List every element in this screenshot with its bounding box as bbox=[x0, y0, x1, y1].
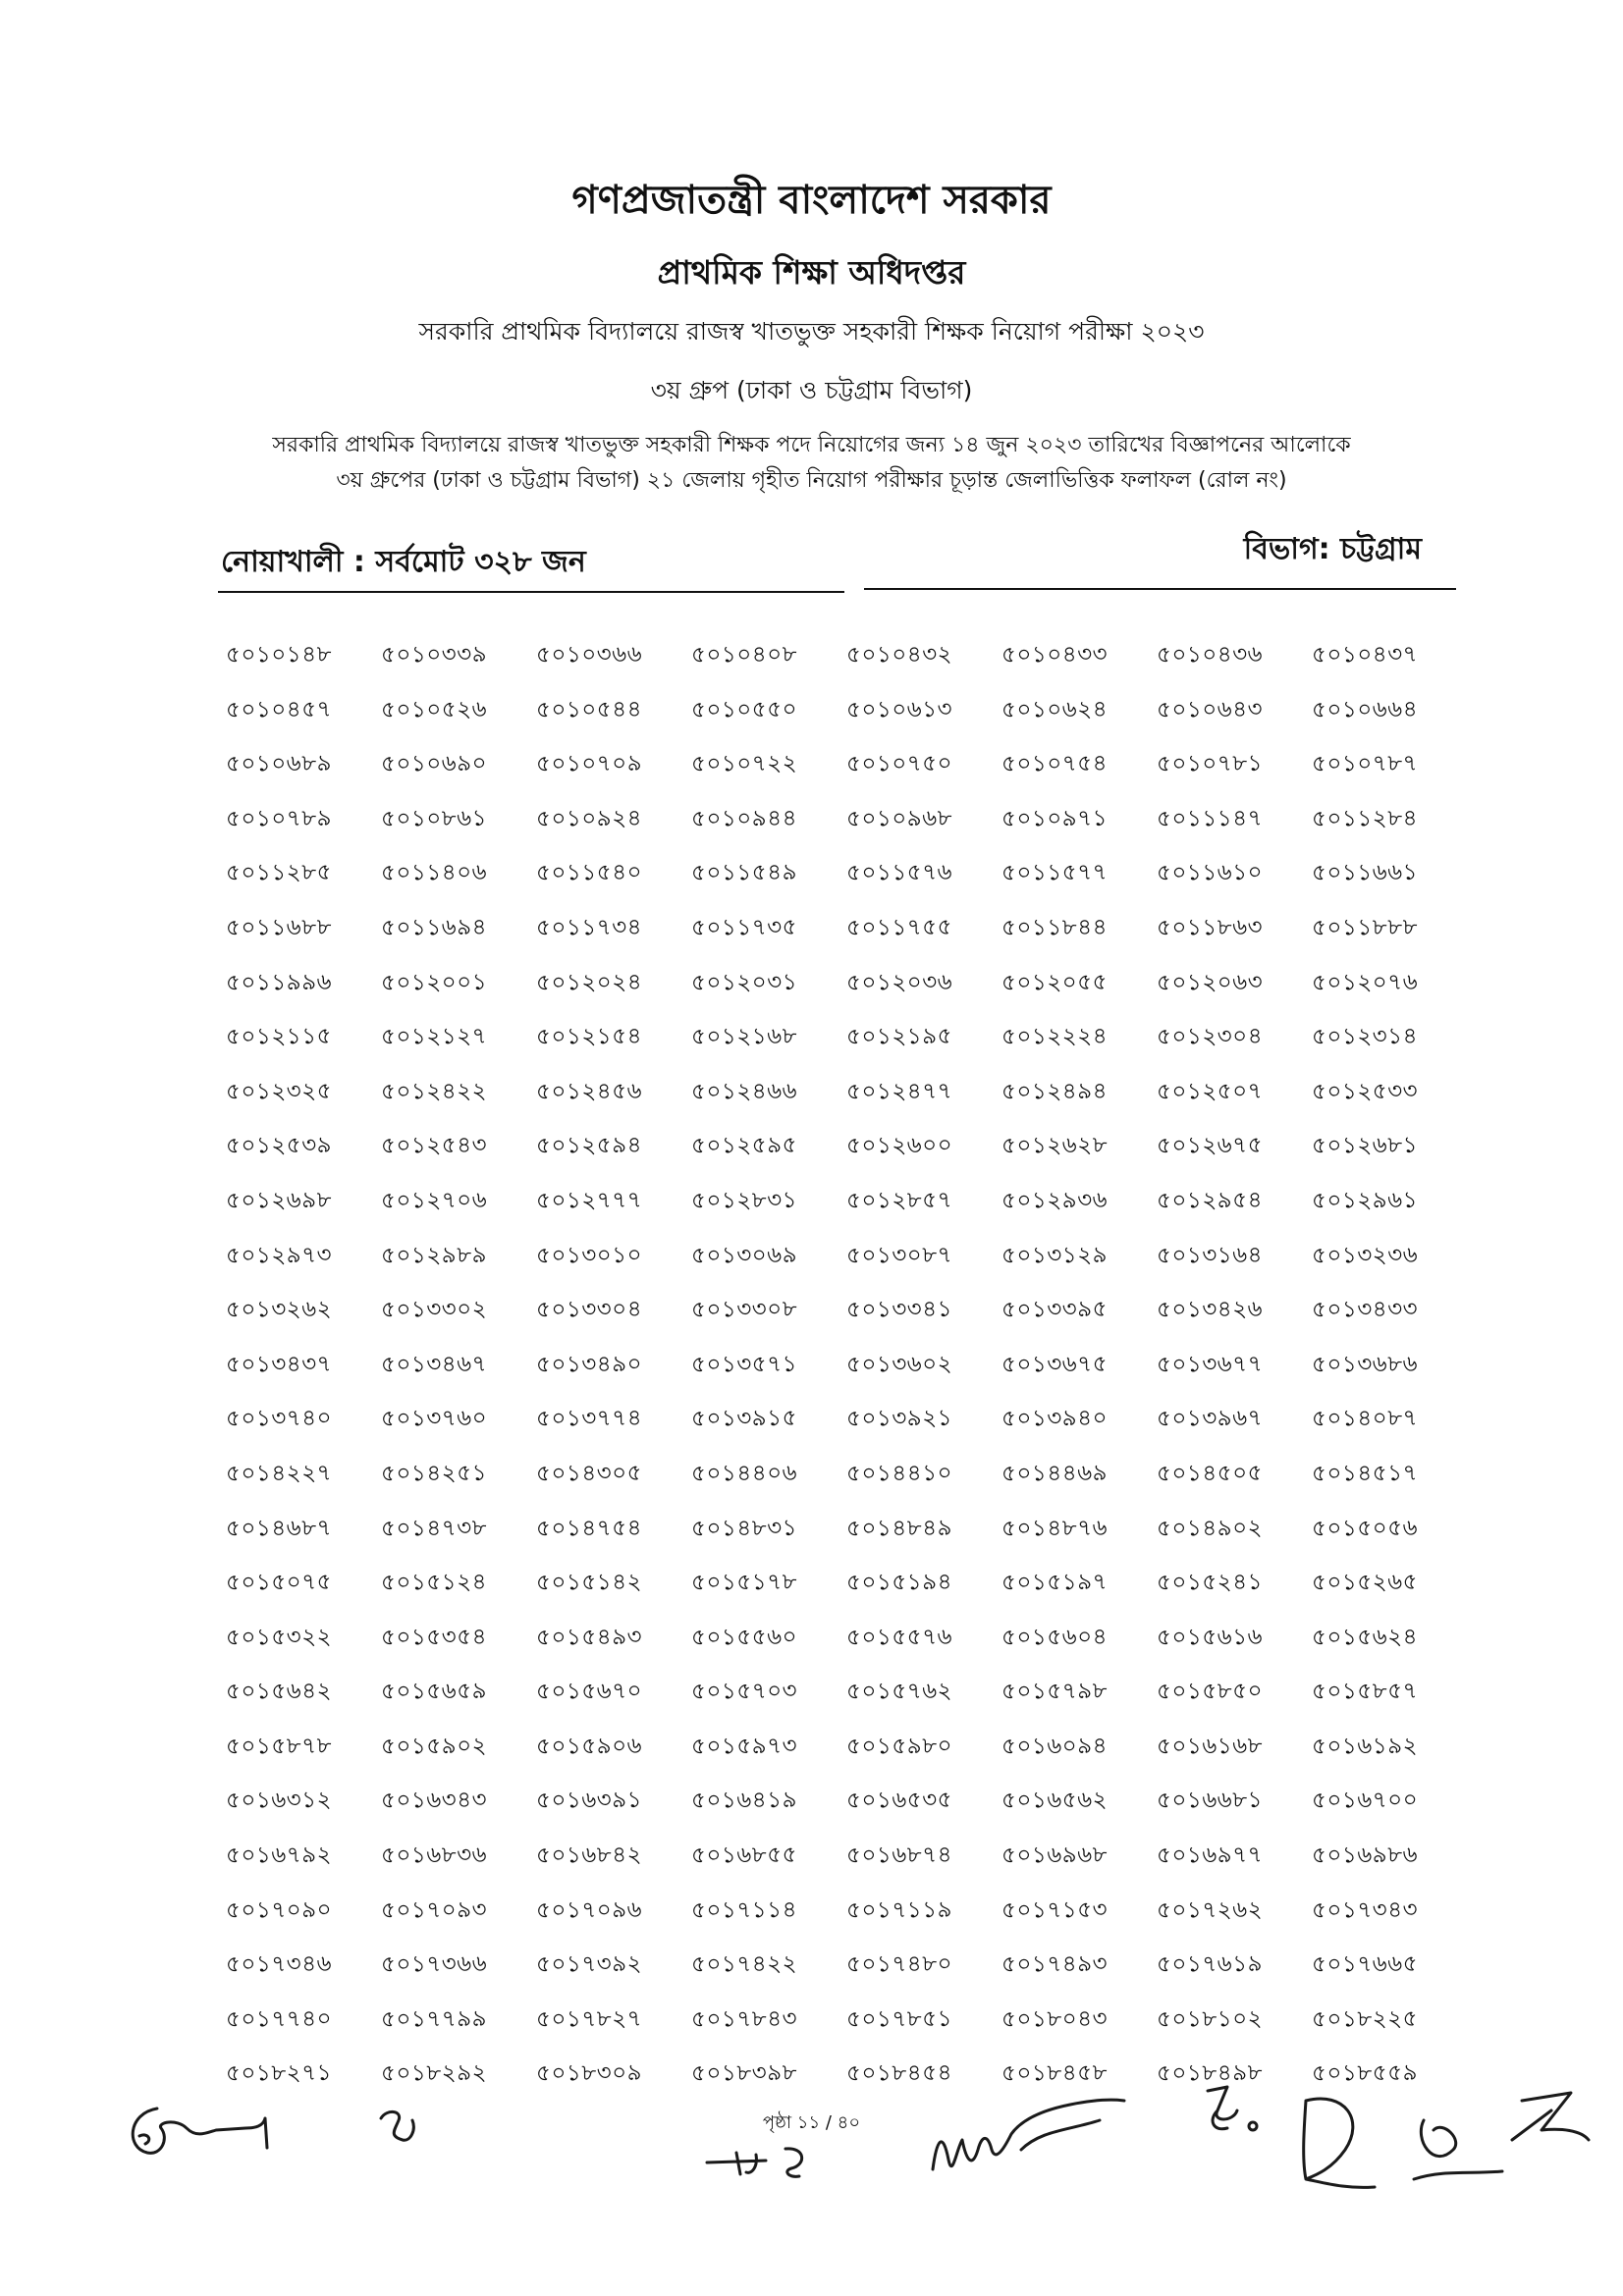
roll-number: ৫০১৮৩৯৮ bbox=[690, 2060, 798, 2087]
roll-number: ৫০১৩৬০২ bbox=[845, 1351, 953, 1378]
roll-number: ৫০১১৮৪৪ bbox=[1001, 914, 1109, 941]
roll-number: ৫০১৮২২৫ bbox=[1311, 2005, 1419, 2033]
roll-number: ৫০১৪৮৭৬ bbox=[1001, 1515, 1109, 1541]
roll-number: ৫০১৭৬১৯ bbox=[1156, 1951, 1264, 1978]
heading-rule-left bbox=[218, 591, 844, 593]
exam-title: সরকারি প্রাথমিক বিদ্যালয়ে রাজস্ব খাতভুক্ত সহকারী শিক্ষক নিয়োগ পরীক্ষা ২০২৩ bbox=[418, 317, 1205, 346]
roll-number: ৫০১৭৮৪৩ bbox=[690, 2005, 798, 2033]
roll-number: ৫০১৩৪৬৭ bbox=[380, 1351, 488, 1378]
roll-number: ৫০১০৭২২ bbox=[690, 751, 798, 777]
roll-number: ৫০১২৪৫৬ bbox=[535, 1078, 643, 1105]
roll-number: ৫০১০৯৭১ bbox=[1001, 805, 1109, 832]
roll-number: ৫০১৭৪২২ bbox=[690, 1951, 798, 1978]
roll-number: ৫০১৭১৫৩ bbox=[1001, 1896, 1109, 1924]
roll-number: ৫০১২১২৭ bbox=[380, 1023, 488, 1050]
roll-number: ৫০১৭১১৯ bbox=[845, 1896, 953, 1924]
roll-number: ৫০১৪৫১৭ bbox=[1311, 1460, 1419, 1487]
roll-number: ৫০১৫৩২২ bbox=[225, 1624, 333, 1651]
signature-6 bbox=[1276, 2081, 1394, 2199]
roll-number: ৫০১৭৩৬৬ bbox=[380, 1951, 488, 1978]
roll-number: ৫০১৫১২৪ bbox=[380, 1569, 488, 1596]
roll-number: ৫০১৩৬৭৫ bbox=[1001, 1351, 1109, 1378]
roll-number: ৫০১৫১৪২ bbox=[535, 1569, 643, 1596]
roll-number: ৫০১০৫৪৪ bbox=[535, 696, 643, 723]
department-title: প্রাথমিক শিক্ষা অধিদপ্তর bbox=[657, 253, 966, 292]
roll-number: ৫০১০৫৫০ bbox=[690, 696, 798, 723]
roll-number: ৫০১৪২৫১ bbox=[380, 1460, 488, 1487]
roll-number: ৫০১৪৭৫৪ bbox=[535, 1515, 643, 1541]
roll-number: ৫০১৮২৯২ bbox=[380, 2060, 488, 2087]
roll-number: ৫০১৭০৯৩ bbox=[380, 1896, 488, 1924]
roll-number: ৫০১৬৩১২ bbox=[225, 1788, 333, 1814]
roll-number: ৫০১৩৯২১ bbox=[845, 1406, 953, 1432]
roll-number: ৫০১৬৭০০ bbox=[1311, 1788, 1419, 1814]
roll-number: ৫০১৩১২৯ bbox=[1001, 1242, 1109, 1269]
roll-number: ৫০১৫৫৬০ bbox=[690, 1624, 798, 1651]
roll-number: ৫০১৩৪৩৩ bbox=[1311, 1296, 1419, 1323]
roll-number: ৫০১৮৪৯৮ bbox=[1156, 2060, 1264, 2087]
roll-number: ৫০১১৭৩৫ bbox=[690, 914, 798, 941]
roll-number: ৫০১৫০৭৫ bbox=[225, 1569, 333, 1596]
roll-number: ৫০১২০০১ bbox=[380, 969, 488, 996]
roll-number: ৫০১১৫৪৯ bbox=[690, 860, 798, 886]
roll-number: ৫০১২৪৭৭ bbox=[845, 1078, 953, 1105]
roll-number: ৫০১৬৯৭৭ bbox=[1156, 1842, 1264, 1869]
roll-number: ৫০১৩৯১৫ bbox=[690, 1406, 798, 1432]
roll-number: ৫০১৮৪৫৮ bbox=[1001, 2060, 1109, 2087]
roll-number: ৫০১২৪২২ bbox=[380, 1078, 488, 1105]
roll-number: ৫০১৩৭৪০ bbox=[225, 1406, 333, 1432]
roll-number: ৫০১৬৯৬৮ bbox=[1001, 1842, 1109, 1869]
roll-number: ৫০১৬৯৮৬ bbox=[1311, 1842, 1419, 1869]
roll-number: ৫০১৩৭৬০ bbox=[380, 1406, 488, 1432]
roll-number: ৫০১৬৮৩৬ bbox=[380, 1842, 488, 1869]
roll-number: ৫০১০৪০৮ bbox=[690, 641, 798, 668]
roll-number: ৫০১৬৫৩৫ bbox=[845, 1788, 953, 1814]
roll-number: ৫০১৩৩০৪ bbox=[535, 1296, 643, 1323]
roll-number: ৫০১৩৩০৮ bbox=[690, 1296, 798, 1323]
roll-number: ৫০১৩৩০২ bbox=[380, 1296, 488, 1323]
roll-number: ৫০১৮০৪৩ bbox=[1001, 2005, 1109, 2033]
roll-number: ৫০১৫৭৯৮ bbox=[1001, 1679, 1109, 1705]
roll-number: ৫০১৮৫৫৯ bbox=[1311, 2060, 1419, 2087]
roll-number: ৫০১৫১৯৪ bbox=[845, 1569, 953, 1596]
roll-number: ৫০১০৩৩৯ bbox=[380, 641, 488, 668]
roll-number: ৫০১২৩০৪ bbox=[1156, 1023, 1264, 1050]
roll-number: ৫০১২৯৬১ bbox=[1311, 1187, 1419, 1214]
roll-number: ৫০১৬১৯২ bbox=[1311, 1733, 1419, 1760]
roll-number: ৫০১৩৪৩৭ bbox=[225, 1351, 333, 1378]
group-title: ৩য় গ্রুপ (ঢাকা ও চট্টগ্রাম বিভাগ) bbox=[650, 376, 973, 404]
roll-number: ৫০১০৬৬৪ bbox=[1311, 696, 1419, 723]
roll-number: ৫০১৫৬৪২ bbox=[225, 1679, 333, 1705]
roll-number: ৫০১৪৪৬৯ bbox=[1001, 1460, 1109, 1487]
roll-number: ৫০১৫০৫৬ bbox=[1311, 1515, 1419, 1541]
roll-number: ৫০১৪৪০৬ bbox=[690, 1460, 798, 1487]
roll-number: ৫০১০৯৪৪ bbox=[690, 805, 798, 832]
roll-number: ৫০১৩০৮৭ bbox=[845, 1242, 953, 1269]
roll-number: ৫০১৫৯৭৩ bbox=[690, 1733, 798, 1760]
roll-number: ৫০১৭১১৪ bbox=[690, 1896, 798, 1924]
roll-number: ৫০১৪২২৭ bbox=[225, 1460, 333, 1487]
roll-number: ৫০১০৬২৪ bbox=[1001, 696, 1109, 723]
roll-number: ৫০১০৫২৬ bbox=[380, 696, 488, 723]
roll-number: ৫০১০৭০৯ bbox=[535, 751, 643, 777]
roll-number: ৫০১১৮৮৮ bbox=[1311, 914, 1419, 941]
roll-number: ৫০১২১১৫ bbox=[225, 1023, 333, 1050]
notice-line-2: ৩য় গ্রুপের (ঢাকা ও চট্টগ্রাম বিভাগ) ২১ জেলায় গৃহীত নিয়োগ পরীক্ষার চূড়ান্ত জেলাভিত্তিক ফলাফল (রোল নং) bbox=[336, 468, 1287, 493]
roll-number: ৫০১১৫৪০ bbox=[535, 860, 643, 886]
roll-number: ৫০১৩০১০ bbox=[535, 1242, 643, 1269]
roll-number: ৫০১৩০৬৯ bbox=[690, 1242, 798, 1269]
roll-number: ৫০১১৭৫৫ bbox=[845, 914, 953, 941]
government-title: গণপ্রজাতন্ত্রী বাংলাদেশ সরকার bbox=[571, 178, 1052, 223]
roll-number: ৫০১২৫৩৯ bbox=[225, 1133, 333, 1159]
roll-number: ৫০১৫৬৫৯ bbox=[380, 1679, 488, 1705]
roll-number: ৫০১৭০৯৬ bbox=[535, 1896, 643, 1924]
roll-number: ৫০১১৪০৬ bbox=[380, 860, 488, 886]
roll-number: ৫০১০৪৫৭ bbox=[225, 696, 333, 723]
roll-number: ৫০১০৯৬৮ bbox=[845, 805, 953, 832]
roll-number: ৫০১২৫৪৩ bbox=[380, 1133, 488, 1159]
roll-number: ৫০১২৫০৭ bbox=[1156, 1078, 1264, 1105]
roll-number: ৫০১২১৫৪ bbox=[535, 1023, 643, 1050]
roll-number: ৫০১০৩৬৬ bbox=[535, 641, 643, 668]
roll-number: ৫০১২৬৯৮ bbox=[225, 1187, 333, 1214]
roll-number: ৫০১০৭৫০ bbox=[845, 751, 953, 777]
roll-number: ৫০১৬১৬৮ bbox=[1156, 1733, 1264, 1760]
roll-number: ৫০১১১৪৭ bbox=[1156, 805, 1264, 832]
roll-number: ৫০১২৭০৬ bbox=[380, 1187, 488, 1214]
roll-number: ৫০১৭৭৪০ bbox=[225, 2005, 333, 2033]
roll-number: ৫০১৪৩০৫ bbox=[535, 1460, 643, 1487]
roll-number: ৫০১৫৯৮০ bbox=[845, 1733, 953, 1760]
roll-number: ৫০১৬৬৮১ bbox=[1156, 1788, 1264, 1814]
roll-number: ৫০১২৭৭৭ bbox=[535, 1187, 643, 1214]
roll-number: ৫০১৪৭৩৮ bbox=[380, 1515, 488, 1541]
roll-number: ৫০১১৬৬১ bbox=[1311, 860, 1419, 886]
roll-number: ৫০১৩৬৭৭ bbox=[1156, 1351, 1264, 1378]
roll-number: ৫০১৫৮৫০ bbox=[1156, 1679, 1264, 1705]
roll-number: ৫০১৫৫৭৬ bbox=[845, 1624, 953, 1651]
roll-number: ৫০১০৬৮৯ bbox=[225, 751, 333, 777]
roll-number: ৫০১২৪৬৬ bbox=[690, 1078, 798, 1105]
roll-number: ৫০১৭৩৪৬ bbox=[225, 1951, 333, 1978]
roll-number: ৫০১১৮৬৩ bbox=[1156, 914, 1264, 941]
roll-number: ৫০১২৯৭৩ bbox=[225, 1242, 333, 1269]
roll-number: ৫০১৬৮৭৪ bbox=[845, 1842, 953, 1869]
roll-number: ৫০১৫৬০৪ bbox=[1001, 1624, 1109, 1651]
district-heading: নোয়াখালী : সর্বমোট ৩২৮ জন bbox=[221, 545, 586, 579]
notice-line-1: সরকারি প্রাথমিক বিদ্যালয়ে রাজস্ব খাতভুক্ত সহকারী শিক্ষক পদে নিয়োগের জন্য ১৪ জুন ২০২৩ তারিখের বিজ্ঞাপনের আলোকে bbox=[272, 433, 1351, 457]
signature-5 bbox=[1188, 2071, 1276, 2160]
roll-number: ৫০১১২৮৫ bbox=[225, 860, 333, 886]
roll-number: ৫০১৬৩৪৩ bbox=[380, 1788, 488, 1814]
roll-number: ৫০১৪৮৪৯ bbox=[845, 1515, 953, 1541]
roll-number: ৫০১৭৮৫১ bbox=[845, 2005, 953, 2033]
roll-number: ৫০১৫৬১৬ bbox=[1156, 1624, 1264, 1651]
roll-number-grid bbox=[226, 628, 1463, 2102]
roll-number: ৫০১১৬১০ bbox=[1156, 860, 1264, 886]
roll-number: ৫০১৩৯৪০ bbox=[1001, 1406, 1109, 1432]
roll-number: ৫০১৪৬৮৭ bbox=[225, 1515, 333, 1541]
roll-number: ৫০১৫৯০২ bbox=[380, 1733, 488, 1760]
roll-number: ৫০১৫৮৫৭ bbox=[1311, 1679, 1419, 1705]
roll-number: ৫০১৮৪৫৪ bbox=[845, 2060, 953, 2087]
roll-number: ৫০১০৬৪৩ bbox=[1156, 696, 1264, 723]
roll-number: ৫০১২৩২৫ bbox=[225, 1078, 333, 1105]
roll-number: ৫০১৭৭৯৯ bbox=[380, 2005, 488, 2033]
roll-number: ৫০১২৯৫৪ bbox=[1156, 1187, 1264, 1214]
roll-number: ৫০১৫১৯৭ bbox=[1001, 1569, 1109, 1596]
roll-number: ৫০১১২৮৪ bbox=[1311, 805, 1419, 832]
roll-number: ৫০১৫৬২৪ bbox=[1311, 1624, 1419, 1651]
roll-number: ৫০১৭৩৯২ bbox=[535, 1951, 643, 1978]
roll-number: ৫০১৫৩৫৪ bbox=[380, 1624, 488, 1651]
roll-number: ৫০১৫৭০৩ bbox=[690, 1679, 798, 1705]
roll-number: ৫০১২৩১৪ bbox=[1311, 1023, 1419, 1050]
division-heading: বিভাগ: চট্টগ্রাম bbox=[1243, 532, 1422, 566]
roll-number: ৫০১২৮৩১ bbox=[690, 1187, 798, 1214]
page-number: পৃষ্ঠা ১১ / ৪০ bbox=[762, 2112, 861, 2133]
roll-number: ৫০১২০৭৬ bbox=[1311, 969, 1419, 996]
roll-number: ৫০১২১৬৮ bbox=[690, 1023, 798, 1050]
roll-number: ৫০১৬৫৬২ bbox=[1001, 1788, 1109, 1814]
signature-1 bbox=[118, 2089, 295, 2167]
roll-number: ৫০১১৫৭৭ bbox=[1001, 860, 1109, 886]
roll-number: ৫০১৭২৬২ bbox=[1156, 1896, 1264, 1924]
roll-number: ৫০১২৫৩৩ bbox=[1311, 1078, 1419, 1105]
roll-number: ৫০১৩৯৬৭ bbox=[1156, 1406, 1264, 1432]
roll-number: ৫০১৮৩০৯ bbox=[535, 2060, 643, 2087]
roll-number: ৫০১১৫৭৬ bbox=[845, 860, 953, 886]
roll-number: ৫০১২৮৫৭ bbox=[845, 1187, 953, 1214]
roll-number: ৫০১৬৪১৯ bbox=[690, 1788, 798, 1814]
roll-number: ৫০১০৭৮৭ bbox=[1311, 751, 1419, 777]
roll-number: ৫০১২৫৯৪ bbox=[535, 1133, 643, 1159]
roll-number: ৫০১২০৩১ bbox=[690, 969, 798, 996]
roll-number: ৫০১২৯৩৬ bbox=[1001, 1187, 1109, 1214]
roll-number: ৫০১১৭৩৪ bbox=[535, 914, 643, 941]
roll-number: ৫০১৮১০২ bbox=[1156, 2005, 1264, 2033]
roll-number: ৫০১৭৩৪৩ bbox=[1311, 1896, 1419, 1924]
roll-number: ৫০১৬৮৫৫ bbox=[690, 1842, 798, 1869]
heading-rule-right bbox=[864, 588, 1456, 590]
roll-number: ৫০১২৪৯৪ bbox=[1001, 1078, 1109, 1105]
roll-number: ৫০১৭৪৮০ bbox=[845, 1951, 953, 1978]
roll-number: ৫০১২৬২৮ bbox=[1001, 1133, 1109, 1159]
roll-number: ৫০১০৪৩৩ bbox=[1001, 641, 1109, 668]
roll-number: ৫০১০৪৩৬ bbox=[1156, 641, 1264, 668]
roll-number: ৫০১২০৬৩ bbox=[1156, 969, 1264, 996]
roll-number: ৫০১৪০৮৭ bbox=[1311, 1406, 1419, 1432]
signature-3 bbox=[697, 2135, 825, 2194]
roll-number: ৫০১৭০৯০ bbox=[225, 1896, 333, 1924]
roll-number: ৫০১৪৮৩১ bbox=[690, 1515, 798, 1541]
roll-number: ৫০১৩৪৯০ bbox=[535, 1351, 643, 1378]
roll-number: ৫০১৬৭৯২ bbox=[225, 1842, 333, 1869]
roll-number: ৫০১৩২৬২ bbox=[225, 1296, 333, 1323]
roll-number: ৫০১৪৫০৫ bbox=[1156, 1460, 1264, 1487]
roll-number: ৫০১২০২৪ bbox=[535, 969, 643, 996]
roll-number: ৫০১০৮৬১ bbox=[380, 805, 488, 832]
roll-number: ৫০১৩১৬৪ bbox=[1156, 1242, 1264, 1269]
roll-number: ৫০১৭৪৯৩ bbox=[1001, 1951, 1109, 1978]
signature-4 bbox=[923, 2091, 1139, 2199]
roll-number: ৫০১৩৩৯৫ bbox=[1001, 1296, 1109, 1323]
roll-number: ৫০১২২২৪ bbox=[1001, 1023, 1109, 1050]
roll-number: ৫০১৫৮৭৮ bbox=[225, 1733, 333, 1760]
roll-number: ৫০১৪৯০২ bbox=[1156, 1515, 1264, 1541]
roll-number: ৫০১২১৯৫ bbox=[845, 1023, 953, 1050]
roll-number: ৫০১০৬৯০ bbox=[380, 751, 488, 777]
roll-number: ৫০১০৭৮১ bbox=[1156, 751, 1264, 777]
roll-number: ৫০১৩৭৭৪ bbox=[535, 1406, 643, 1432]
roll-number: ৫০১০৯২৪ bbox=[535, 805, 643, 832]
roll-number: ৫০১১৯৯৬ bbox=[225, 969, 333, 996]
roll-number: ৫০১৫২৪১ bbox=[1156, 1569, 1264, 1596]
roll-number: ৫০১২৬০০ bbox=[845, 1133, 953, 1159]
roll-number: ৫০১২৬৭৫ bbox=[1156, 1133, 1264, 1159]
roll-number: ৫০১৩৩৪১ bbox=[845, 1296, 953, 1323]
roll-number: ৫০১১৬৮৮ bbox=[225, 914, 333, 941]
roll-number: ৫০১৩৫৭১ bbox=[690, 1351, 798, 1378]
roll-number: ৫০১৩৪২৬ bbox=[1156, 1296, 1264, 1323]
roll-number: ৫০১৪৪১০ bbox=[845, 1460, 953, 1487]
signature-2 bbox=[373, 2101, 432, 2150]
roll-number: ৫০১২৯৮৯ bbox=[380, 1242, 488, 1269]
roll-number: ৫০১৫৬৭০ bbox=[535, 1679, 643, 1705]
roll-number: ৫০১৭৬৬৫ bbox=[1311, 1951, 1419, 1978]
roll-number: ৫০১৬৮৪২ bbox=[535, 1842, 643, 1869]
roll-number: ৫০১৬৩৯১ bbox=[535, 1788, 643, 1814]
roll-number: ৫০১২০৩৬ bbox=[845, 969, 953, 996]
roll-number: ৫০১৬০৯৪ bbox=[1001, 1733, 1109, 1760]
roll-number: ৫০১০৭৮৯ bbox=[225, 805, 333, 832]
roll-number: ৫০১৫৭৬২ bbox=[845, 1679, 953, 1705]
roll-number: ৫০১০৬১৩ bbox=[845, 696, 953, 723]
roll-number: ৫০১৫১৭৮ bbox=[690, 1569, 798, 1596]
roll-number: ৫০১০৭৫৪ bbox=[1001, 751, 1109, 777]
roll-number: ৫০১৫৯০৬ bbox=[535, 1733, 643, 1760]
roll-number: ৫০১০৪৩৭ bbox=[1311, 641, 1419, 668]
roll-number: ৫০১৮২৭১ bbox=[225, 2060, 333, 2087]
roll-number: ৫০১২৫৯৫ bbox=[690, 1133, 798, 1159]
roll-number: ৫০১৩৬৮৬ bbox=[1311, 1351, 1419, 1378]
roll-number: ৫০১৭৮২৭ bbox=[535, 2005, 643, 2033]
roll-number: ৫০১১৬৯৪ bbox=[380, 914, 488, 941]
roll-number: ৫০১০১৪৮ bbox=[225, 641, 333, 668]
roll-number: ৫০১২০৫৫ bbox=[1001, 969, 1109, 996]
roll-number: ৫০১৫২৬৫ bbox=[1311, 1569, 1419, 1596]
roll-number: ৫০১০৪৩২ bbox=[845, 641, 953, 668]
roll-number: ৫০১২৬৮১ bbox=[1311, 1133, 1419, 1159]
signature-7 bbox=[1404, 2081, 1600, 2189]
roll-number: ৫০১৫৪৯৩ bbox=[535, 1624, 643, 1651]
roll-number: ৫০১৩২৩৬ bbox=[1311, 1242, 1419, 1269]
